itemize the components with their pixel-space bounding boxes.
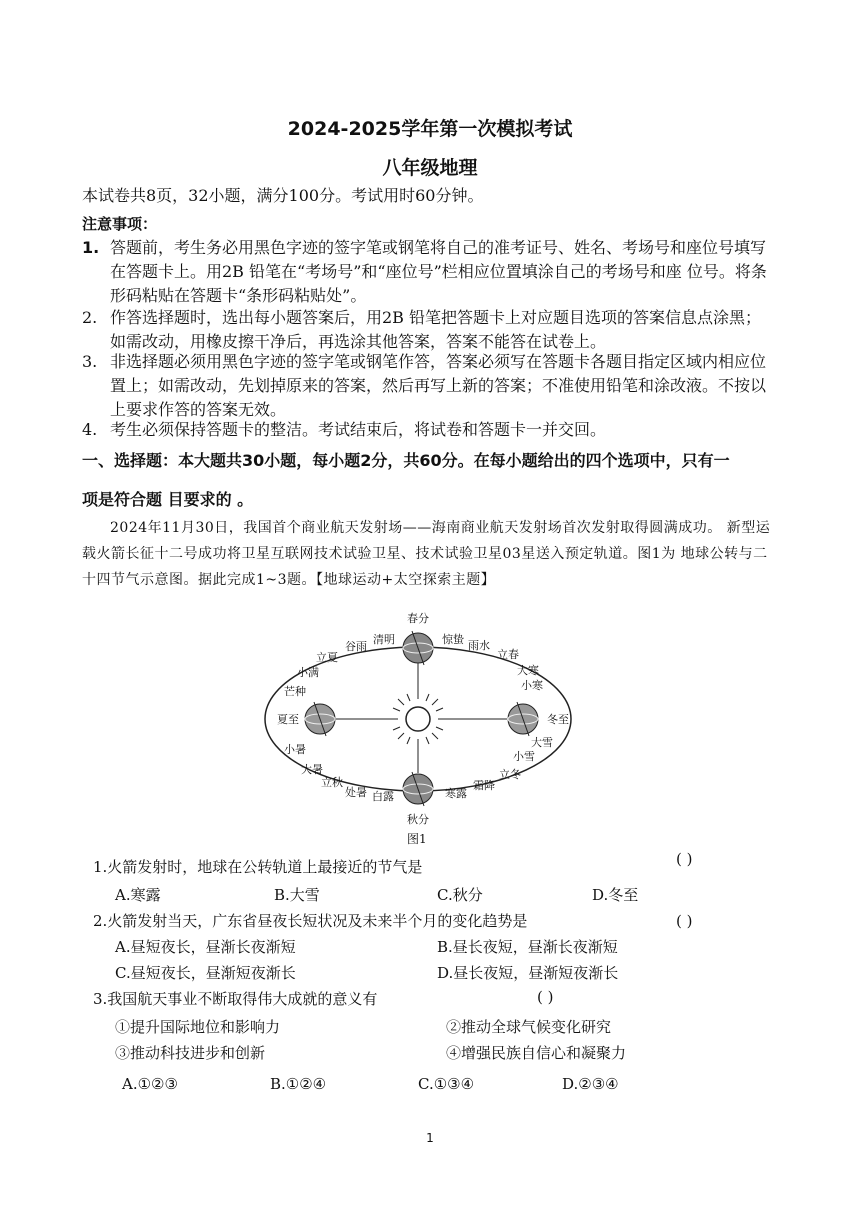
term-dongzhi: 冬至 xyxy=(547,713,569,726)
question-2-stem: 2.火箭发射当天，广东省昼夜长短状况及未来半个月的变化趋势是 xyxy=(93,912,528,930)
notice-num: 2. xyxy=(82,308,98,327)
term-dashu: 大暑 xyxy=(301,763,323,776)
notice-item-3 xyxy=(82,350,772,422)
term-shuangjiang: 霜降 xyxy=(473,779,495,792)
q3-option-d: D.②③④ xyxy=(562,1075,619,1093)
q1-option-a: A.寒露 xyxy=(115,886,161,904)
term-hanlu: 寒露 xyxy=(445,787,467,800)
term-dahan: 大寒 xyxy=(517,664,539,677)
notice-num: 4. xyxy=(82,420,98,439)
q2-option-a: A.昼短夜长，昼渐长夜渐短 xyxy=(115,938,296,956)
term-qingming: 清明 xyxy=(373,633,395,646)
q2-option-c: C.昼短夜长，昼渐短夜渐长 xyxy=(115,964,296,982)
figure-caption: 图1 xyxy=(407,832,427,846)
term-yushui: 雨水 xyxy=(468,639,490,652)
q2-option-d: D.昼长夜短，昼渐短夜渐长 xyxy=(437,964,619,982)
exam-subject: 八年级地理 xyxy=(382,157,478,179)
earth-dongzhi-icon xyxy=(508,702,538,736)
page-number: 1 xyxy=(426,1131,434,1145)
section-heading-line2: 项是符合题 目要求的 。 xyxy=(82,490,254,509)
notice-item-4 xyxy=(82,418,772,442)
term-lichun: 立春 xyxy=(497,648,519,661)
term-jingzhe: 惊蛰 xyxy=(442,633,464,646)
question-3-stem: 3.我国航天事业不断取得伟大成就的意义有 xyxy=(93,990,378,1008)
question-1-stem: 1.火箭发射时，地球在公转轨道上最接近的节气是 xyxy=(93,858,423,876)
exam-info: 本试卷共8页，32小题，满分100分。考试用时60分钟。 xyxy=(82,186,484,205)
term-xiaohan: 小寒 xyxy=(521,679,543,692)
term-mangzhong: 芒种 xyxy=(284,685,306,698)
q3-statement-1: ①提升国际地位和影响力 xyxy=(115,1018,281,1036)
q3-statement-4: ④增强民族自信心和凝聚力 xyxy=(446,1044,627,1062)
term-chushu: 处暑 xyxy=(345,786,367,799)
notice-text: 非选择题必须用黑色字迹的签字笔或钢笔作答，答案必须写在答题卡各题目指定区域内相应位置上；如需改动，先划掉原来的答案，然后再写上新的答案；不准使用铅笔和涂改液。不按以上要求作答的答案无效。 xyxy=(110,352,767,419)
term-xiaoxue: 小雪 xyxy=(513,750,535,763)
earth-orbit-diagram xyxy=(255,603,585,848)
question-intro: 2024年11月30日，我国首个商业航天发射场——海南商业航天发射场首次发射取得圆满成功。 新型运载火箭长征十二号成功将卫星互联网技术试验卫星、技术试验卫星03星送入预定轨道。图1为 地球公转与二十四节气示意图。据此完成1~3题。【地球运动+太空探索主题】 xyxy=(82,520,771,588)
exam-title: 2024-2025学年第一次模拟考试 xyxy=(287,118,573,140)
term-xiazhi: 夏至 xyxy=(277,713,299,726)
term-xiaoman: 小满 xyxy=(297,666,319,679)
sun-icon xyxy=(390,691,446,747)
q1-option-d: D.冬至 xyxy=(592,886,639,904)
q3-option-b: B.①②④ xyxy=(270,1075,327,1093)
question-1-answer-paren: ( ) xyxy=(676,850,693,868)
notice-num: 1. xyxy=(82,238,100,257)
notice-text: 答题前，考生务必用黑色字迹的签字笔或钢笔将自己的准考证号、姓名、考场号和座位号填写在答题卡上。用2B 铅笔在“考场号”和“座位号”栏相应位置填涂自己的考场号和座 位号。将条形码粘贴在答题卡“条形码粘贴处”。 xyxy=(110,238,767,305)
notice-item-2 xyxy=(82,306,772,354)
term-lixia: 立夏 xyxy=(316,651,338,664)
q2-option-b: B.昼长夜短，昼渐长夜渐短 xyxy=(437,938,618,956)
term-chunfen: 春分 xyxy=(407,612,429,625)
term-guyu: 谷雨 xyxy=(345,640,367,653)
section-heading-line1: 一、选择题：本大题共30小题，每小题2分，共60分。在每小题给出的四个选项中，只有一 xyxy=(82,451,730,470)
q3-statement-2: ②推动全球气候变化研究 xyxy=(446,1018,612,1036)
term-xiaoshu: 小暑 xyxy=(284,743,306,756)
figure-1 xyxy=(255,603,585,848)
term-bailu: 白露 xyxy=(372,790,394,803)
earth-qiufen-icon xyxy=(403,772,433,806)
q1-option-b: B.大雪 xyxy=(274,886,320,904)
q3-option-c: C.①③④ xyxy=(418,1075,475,1093)
notice-item-1 xyxy=(82,236,772,308)
term-qiufen: 秋分 xyxy=(407,813,429,826)
term-daxue: 大雪 xyxy=(531,736,553,749)
question-3-answer-paren: ( ) xyxy=(537,988,554,1006)
notice-text: 考生必须保持答题卡的整洁。考试结束后，将试卷和答题卡一并交回。 xyxy=(110,420,607,439)
term-lidong: 立冬 xyxy=(499,768,521,781)
term-liqiu: 立秋 xyxy=(321,776,343,789)
earth-chunfen-icon xyxy=(403,631,433,665)
q1-option-c: C.秋分 xyxy=(437,886,483,904)
earth-xiazhi-icon xyxy=(305,702,335,736)
q3-statement-3: ③推动科技进步和创新 xyxy=(115,1044,266,1062)
notice-num: 3. xyxy=(82,352,98,371)
q3-option-a: A.①②③ xyxy=(122,1075,178,1093)
notice-text: 作答选择题时，选出每小题答案后，用2B 铅笔把答题卡上对应题目选项的答案信息点涂黑；如需改动，用橡皮擦干净后，再选涂其他答案，答案不能答在试卷上。 xyxy=(110,308,762,351)
question-2-answer-paren: ( ) xyxy=(676,912,693,930)
notice-heading: 注意事项： xyxy=(82,215,158,233)
